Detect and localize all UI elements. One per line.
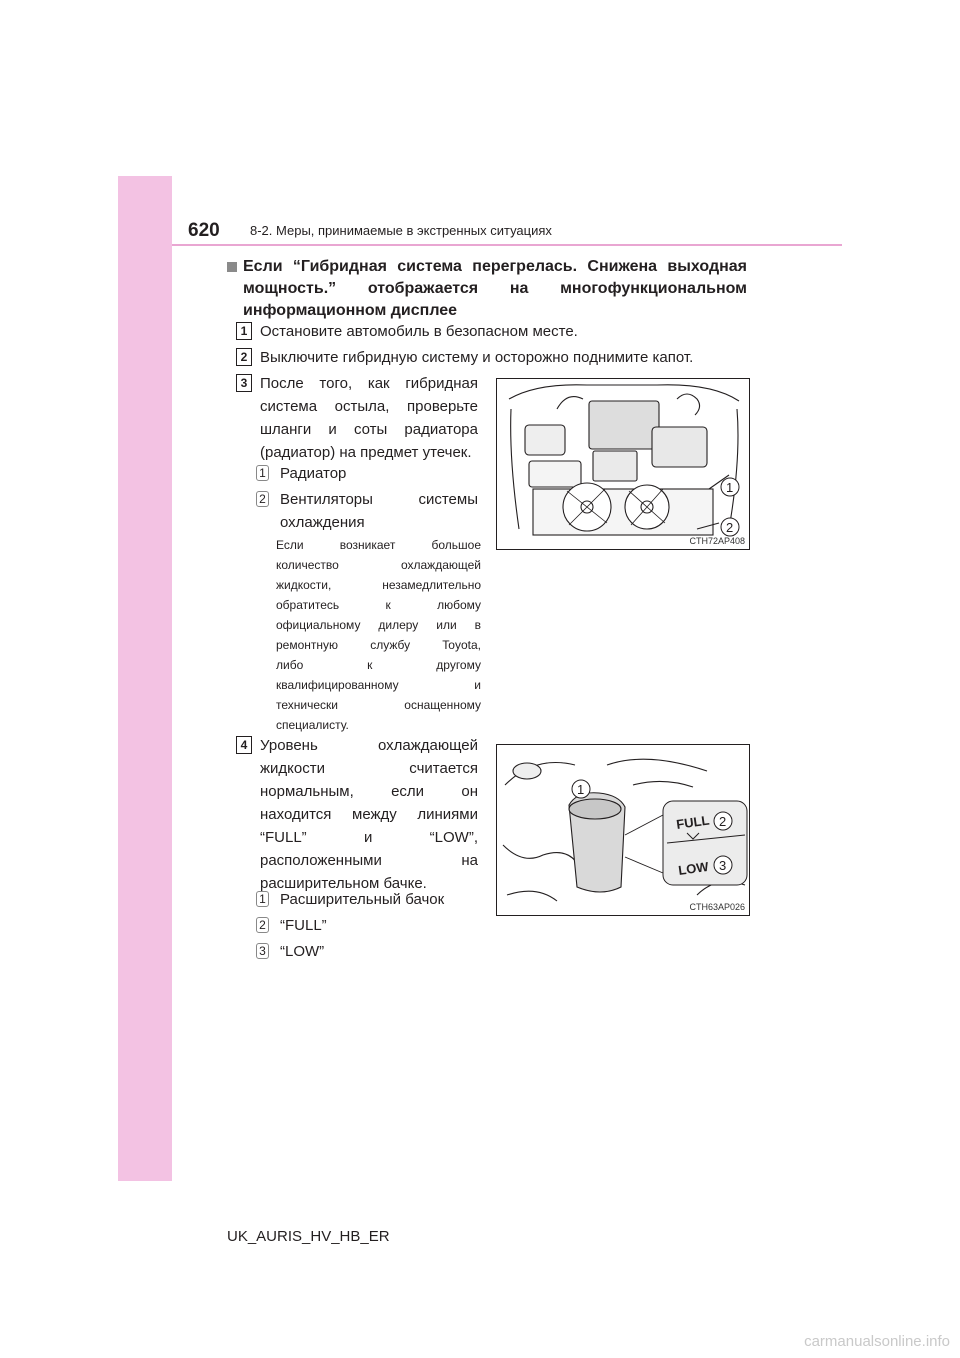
note-line: ремонтную службу Toyota,	[276, 638, 481, 652]
coolant-leak-note	[276, 535, 481, 735]
engine-bay-illustration	[496, 378, 750, 550]
callout-label: 2	[726, 520, 734, 535]
item-reservoir: Расширительный бачок	[280, 891, 445, 908]
note-line: официальному дилеру или в	[276, 618, 481, 632]
callout-label: 1	[726, 480, 734, 495]
heading-line: мощность.” отображается на многофункциональном	[243, 280, 747, 297]
step-badge-2: 2	[236, 348, 252, 366]
text-line: Вентиляторы системы	[280, 491, 478, 508]
item-low: “LOW”	[280, 943, 325, 960]
subsection-heading	[227, 256, 747, 322]
callout-label: 3	[719, 858, 727, 873]
low-marking: LOW	[677, 858, 710, 878]
text-line: (радиатор) на предмет утечек.	[260, 444, 472, 461]
callout-label: 1	[577, 782, 585, 797]
page-number: 620	[188, 220, 220, 241]
item-number: 1	[256, 891, 269, 907]
item-full: “FULL”	[280, 917, 327, 934]
section-sidebar-tab	[118, 176, 172, 1181]
coolant-reservoir-illustration	[496, 744, 750, 916]
step-3-text	[260, 372, 478, 464]
step-1-text: Остановите автомобиль в безопасном месте.	[260, 323, 578, 340]
text-line: Уровень охлаждающей	[260, 737, 478, 754]
callout-label: 2	[719, 814, 727, 829]
step-badge-3: 3	[236, 374, 252, 392]
text-line: нормальным, если он	[260, 783, 478, 800]
text-line: “FULL” и “LOW”,	[260, 829, 478, 846]
note-line: жидкости, незамедлительно	[276, 578, 481, 592]
note-line: технически оснащенному	[276, 698, 481, 712]
step-badge-1: 1	[236, 322, 252, 340]
engine-bay-drawing	[497, 379, 749, 549]
item-number: 2	[256, 917, 269, 933]
header-divider	[172, 244, 842, 246]
note-line: обратитесь к любому	[276, 598, 481, 612]
figure-code: CTH63AP026	[689, 902, 745, 912]
text-line: охлаждения	[280, 514, 365, 531]
text-line: шланги и соты радиатора	[260, 421, 478, 438]
heading-line: Если “Гибридная система перегрелась. Снижена выходная	[243, 258, 747, 275]
document-id: UK_AURIS_HV_HB_ER	[227, 1228, 390, 1245]
step-2-text: Выключите гибридную систему и осторожно поднимите капот.	[260, 349, 694, 366]
note-line: либо к другому	[276, 658, 481, 672]
text-line: находится между линиями	[260, 806, 478, 823]
watermark: carmanualsonline.info	[804, 1333, 950, 1350]
text-line: расположенными на	[260, 852, 478, 869]
note-line: Если возникает большое	[276, 538, 481, 552]
note-line: количество охлаждающей	[276, 558, 481, 572]
text-line: После того, как гибридная	[260, 375, 478, 392]
reservoir-drawing	[497, 745, 749, 915]
figure-code: CTH72AP408	[689, 536, 745, 546]
text-line: система остыла, проверьте	[260, 398, 478, 415]
item-number: 1	[256, 465, 269, 481]
note-line: квалифицированному и	[276, 678, 481, 692]
text-line: расширительном бачке.	[260, 875, 427, 892]
heading-line: информационном дисплее	[243, 302, 458, 319]
full-marking: FULL	[675, 812, 711, 832]
text-line: жидкости считается	[260, 760, 478, 777]
section-title: 8-2. Меры, принимаемые в экстренных ситуациях	[250, 223, 552, 238]
square-bullet-icon	[227, 262, 237, 272]
item-number: 3	[256, 943, 269, 959]
step-4-text	[260, 734, 478, 895]
item-number: 2	[256, 491, 269, 507]
note-line: специалисту.	[276, 718, 349, 732]
item-cooling-fans	[280, 488, 478, 534]
step-badge-4: 4	[236, 736, 252, 754]
item-radiator: Радиатор	[280, 465, 347, 482]
